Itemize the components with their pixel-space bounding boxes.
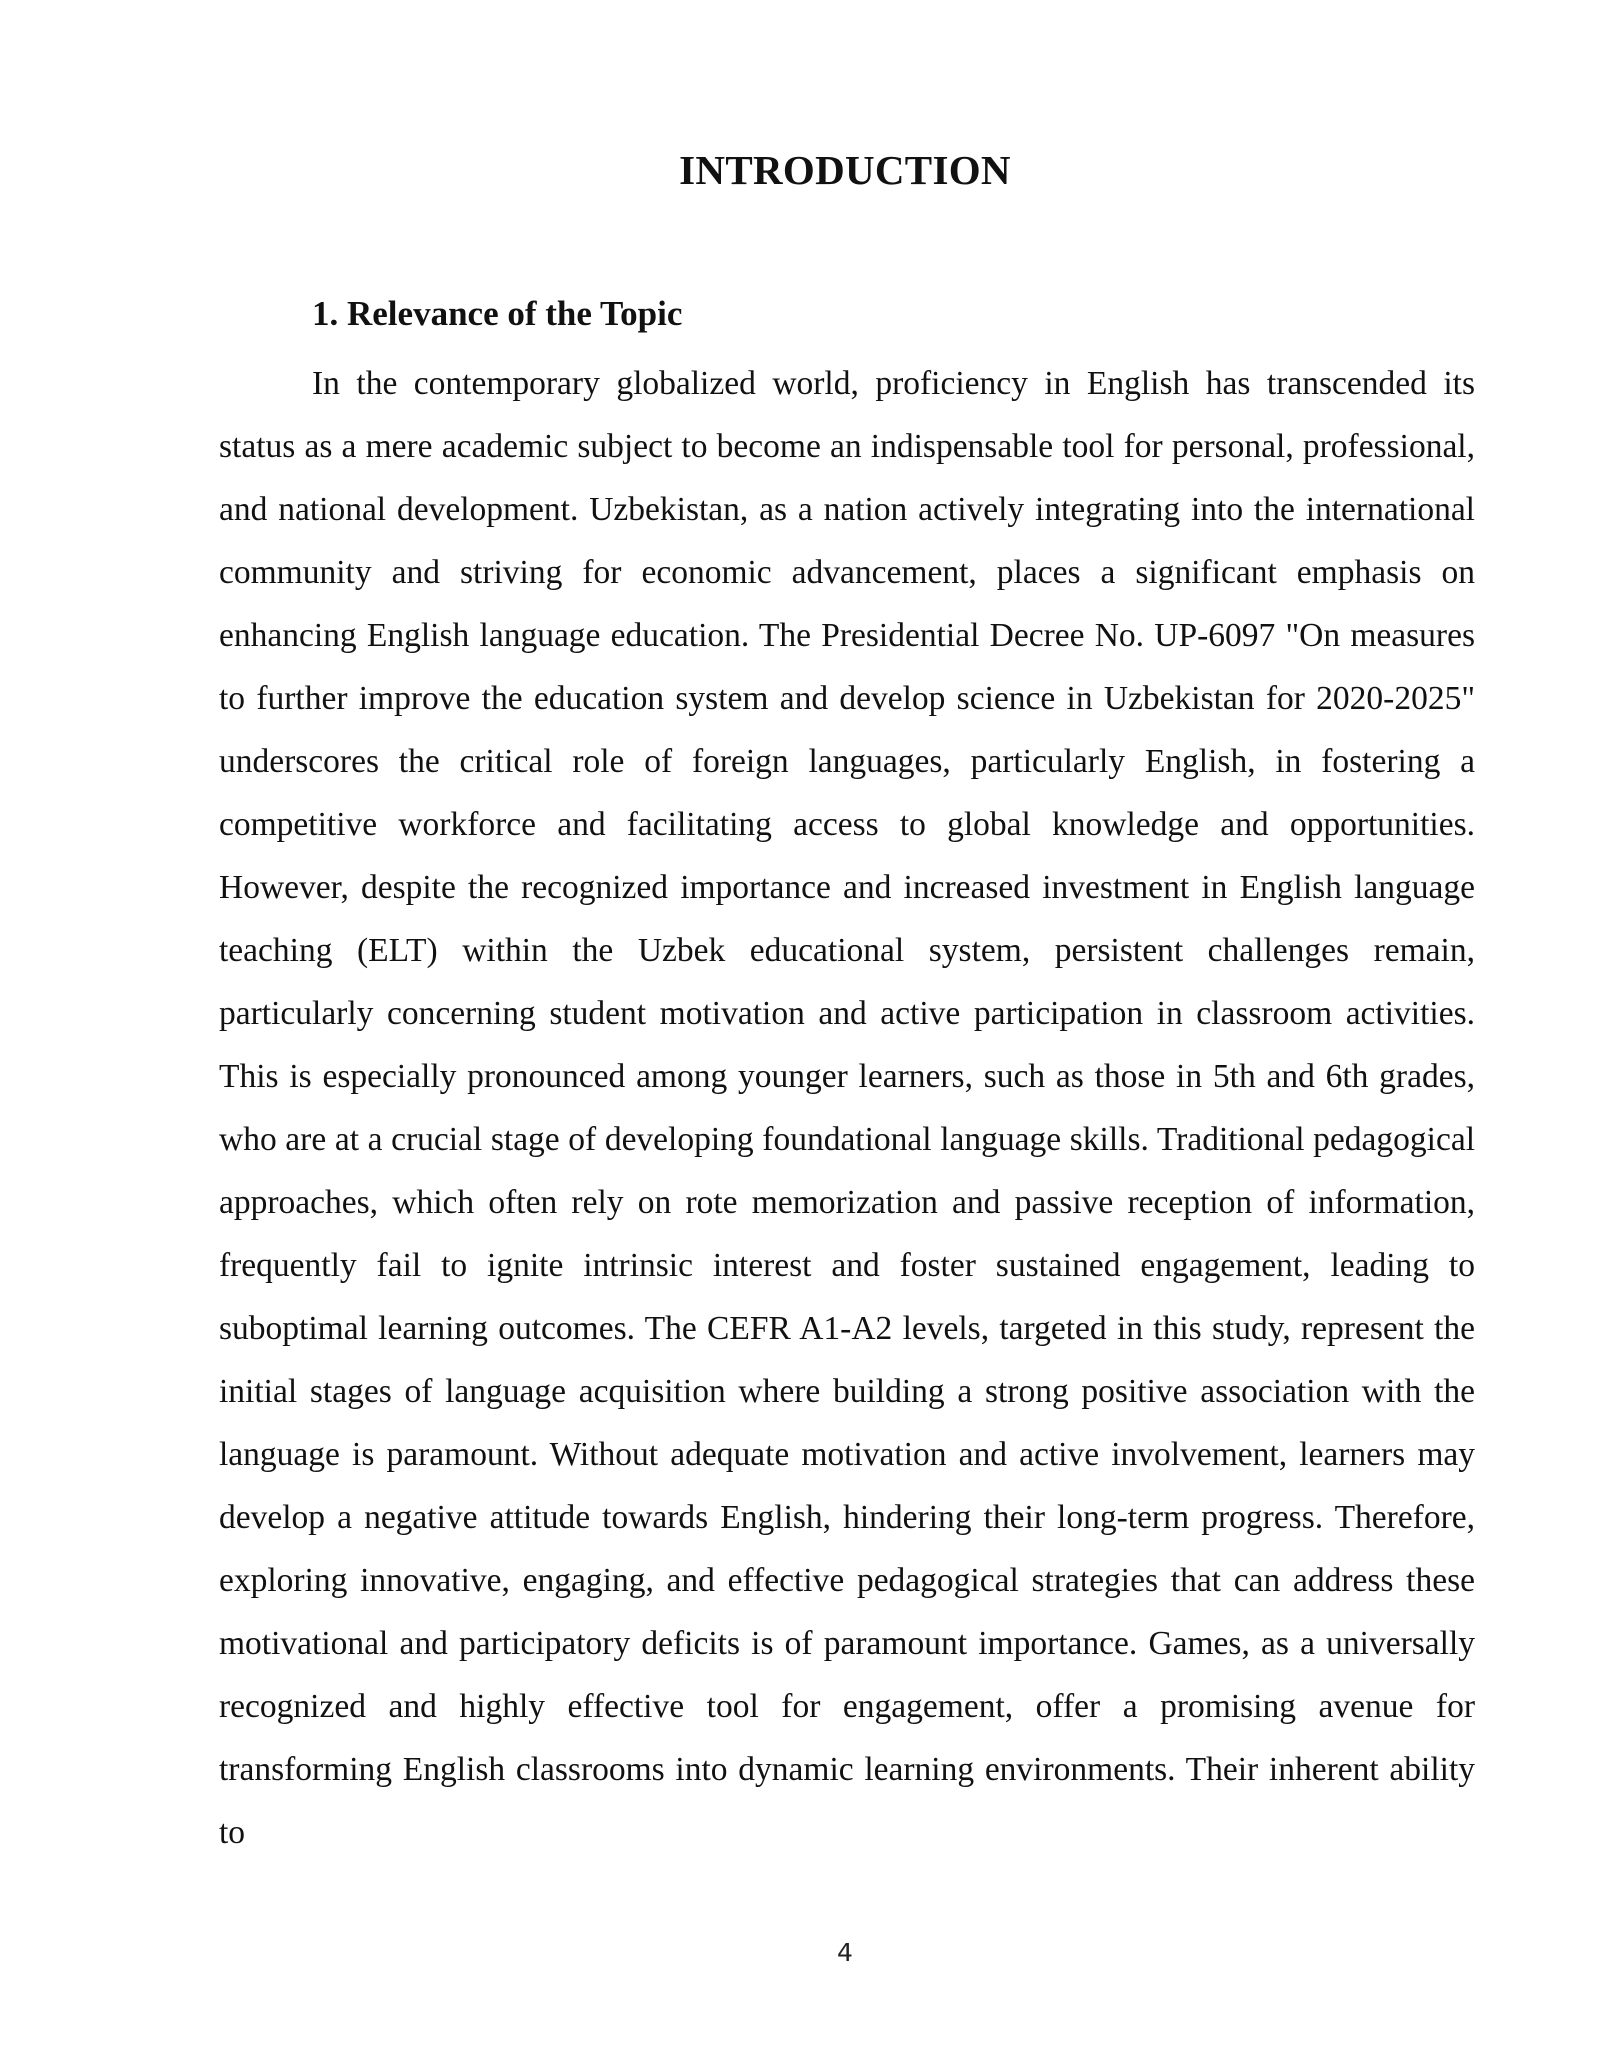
chapter-title: INTRODUCTION: [679, 147, 1011, 193]
page-number: 4: [837, 1938, 853, 1967]
body-paragraph: In the contemporary globalized world, proficiency in English has transcended its status as a mere academic subject to become an indispensable tool for personal, professional, and national development. Uzbekistan, as a nation actively integrating into the international community and striving for economic advancement, places a significant emphasis on enhancing English language education. The Presidential Decree No. UP-6097 "On measures to further improve the education system and develop science in Uzbekistan for 2020-2025" underscores the critical role of foreign languages, particularly English, in fostering a competitive workforce and facilitating access to global knowledge and opportunities. However, despite the recognized importance and increased investment in English language teaching (ELT) within the Uzbek educational system, persistent challenges remain, particularly concerning student motivation and active participation in classroom activities. This is especially pronounced among younger learners, such as those in 5th and 6th grades, who are at a crucial stage of developing foundational language skills. Traditional pedagogical approaches, which often rely on rote memorization and passive reception of information, frequently fail to ignite intrinsic interest and foster sustained engagement, leading to suboptimal learning outcomes. The CEFR A1-A2 levels, targeted in this study, represent the initial stages of language acquisition where building a strong positive association with the language is paramount. Without adequate motivation and active involvement, learners may develop a negative attitude towards English, hindering their long-term progress. Therefore, exploring innovative, engaging, and effective pedagogical strategies that can address these motivational and participatory deficits is of paramount importance. Games, as a universally recognized and highly effective tool for engagement, offer a promising avenue for transforming English classrooms into dynamic learning environments. Their inherent ability to: [219, 365, 1475, 1851]
section-heading: 1. Relevance of the Topic: [312, 294, 683, 333]
